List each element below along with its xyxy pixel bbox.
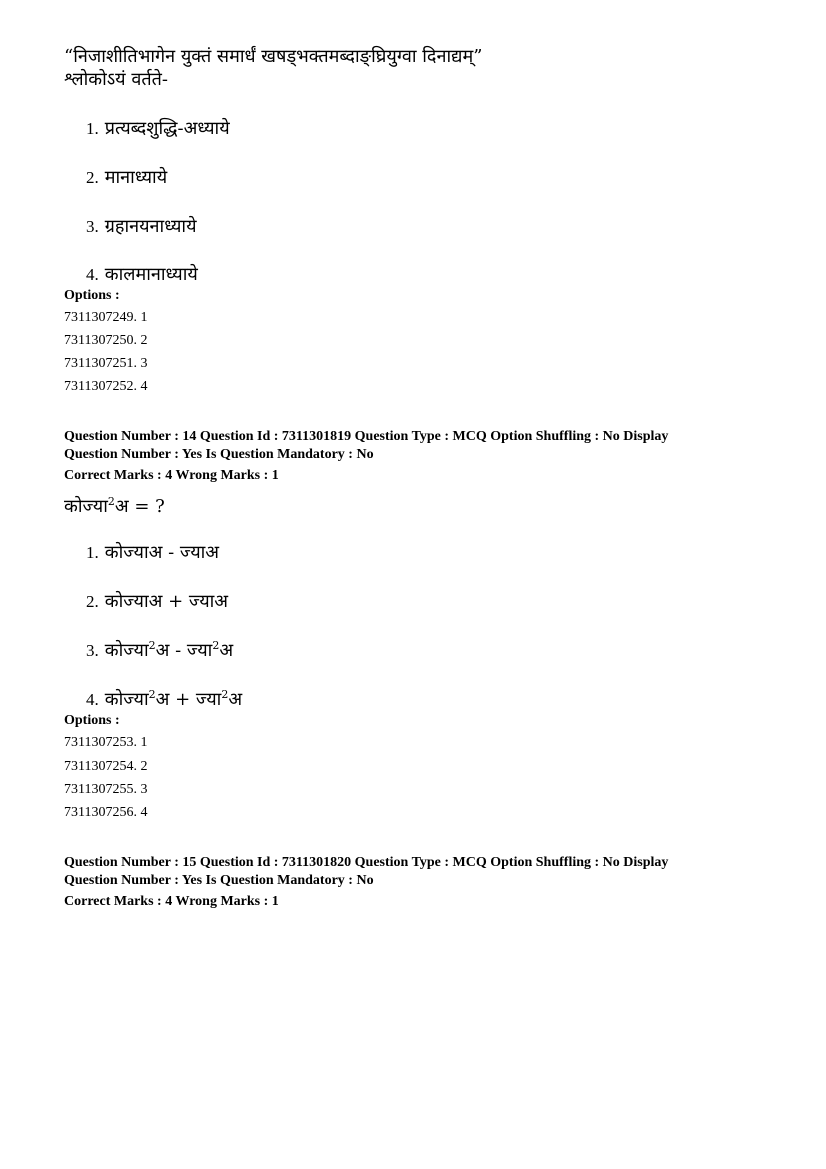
option-number: 1. xyxy=(86,543,99,562)
answer-option-2 xyxy=(86,589,228,613)
option-number: 4. xyxy=(86,690,99,709)
option-text: कोज्या xyxy=(104,640,149,661)
question-stem-line-1: “निजाशीतिभागेन युक्तं समार्धं खषड्भक्तमब्दाङ्घ्रियुग्वा दिनाद्यम्” xyxy=(64,46,483,67)
option-superscript: 2 xyxy=(148,639,156,652)
option-number: 2. xyxy=(86,168,99,187)
option-text: कालमानाध्याये xyxy=(104,264,198,285)
option-id: 7311307251. 3 xyxy=(64,356,148,371)
option-text: कोज्याअ - ज्याअ xyxy=(104,542,220,563)
answer-option-4 xyxy=(86,687,242,711)
question-meta-line-3: Correct Marks : 4 Wrong Marks : 1 xyxy=(64,468,279,483)
option-id: 7311307250. 2 xyxy=(64,333,148,348)
option-text: अ xyxy=(219,640,234,661)
option-text: मानाध्याये xyxy=(104,167,168,188)
options-label: Options : xyxy=(64,288,120,303)
option-text: कोज्या xyxy=(104,689,149,710)
question-stem xyxy=(64,494,165,518)
option-id: 7311307249. 1 xyxy=(64,310,148,325)
option-superscript: 2 xyxy=(148,688,156,701)
question-meta-line-3: Correct Marks : 4 Wrong Marks : 1 xyxy=(64,894,279,909)
option-superscript: 2 xyxy=(212,639,220,652)
option-id: 7311307255. 3 xyxy=(64,782,148,797)
option-id: 7311307252. 4 xyxy=(64,379,148,394)
question-stem-line-2: श्लोकोऽयं वर्तते- xyxy=(64,69,168,90)
question-meta-line-1: Question Number : 15 Question Id : 7311301820 Question Type : MCQ Option Shuffling : No Display xyxy=(64,855,669,870)
option-number: 2. xyxy=(86,592,99,611)
option-number: 1. xyxy=(86,119,99,138)
option-number: 3. xyxy=(86,641,99,660)
answer-option-1 xyxy=(86,116,230,140)
stem-part: अ = ? xyxy=(114,496,165,517)
option-id: 7311307256. 4 xyxy=(64,805,148,820)
question-meta-line-2: Question Number : Yes Is Question Mandatory : No xyxy=(64,447,374,462)
question-meta-line-1: Question Number : 14 Question Id : 7311301819 Question Type : MCQ Option Shuffling : No Display xyxy=(64,429,669,444)
option-text: प्रत्यब्दशुद्धि-अध्याये xyxy=(104,118,230,139)
answer-option-2 xyxy=(86,165,167,189)
option-text: अ xyxy=(228,689,243,710)
option-text: अ + ज्या xyxy=(155,689,222,710)
option-text: ग्रहानयनाध्याये xyxy=(104,216,197,237)
answer-option-3 xyxy=(86,638,233,662)
option-id: 7311307254. 2 xyxy=(64,759,148,774)
stem-part: कोज्या xyxy=(64,496,108,517)
option-superscript: 2 xyxy=(221,688,229,701)
question-meta-line-2: Question Number : Yes Is Question Mandatory : No xyxy=(64,873,374,888)
option-id: 7311307253. 1 xyxy=(64,735,148,750)
option-number: 4. xyxy=(86,265,99,284)
option-text: अ - ज्या xyxy=(155,640,213,661)
answer-option-4 xyxy=(86,262,198,286)
answer-option-3 xyxy=(86,214,197,238)
option-number: 3. xyxy=(86,217,99,236)
answer-option-1 xyxy=(86,540,219,564)
options-label: Options : xyxy=(64,713,120,728)
option-text: कोज्याअ + ज्याअ xyxy=(104,591,229,612)
stem-superscript: 2 xyxy=(107,495,115,508)
